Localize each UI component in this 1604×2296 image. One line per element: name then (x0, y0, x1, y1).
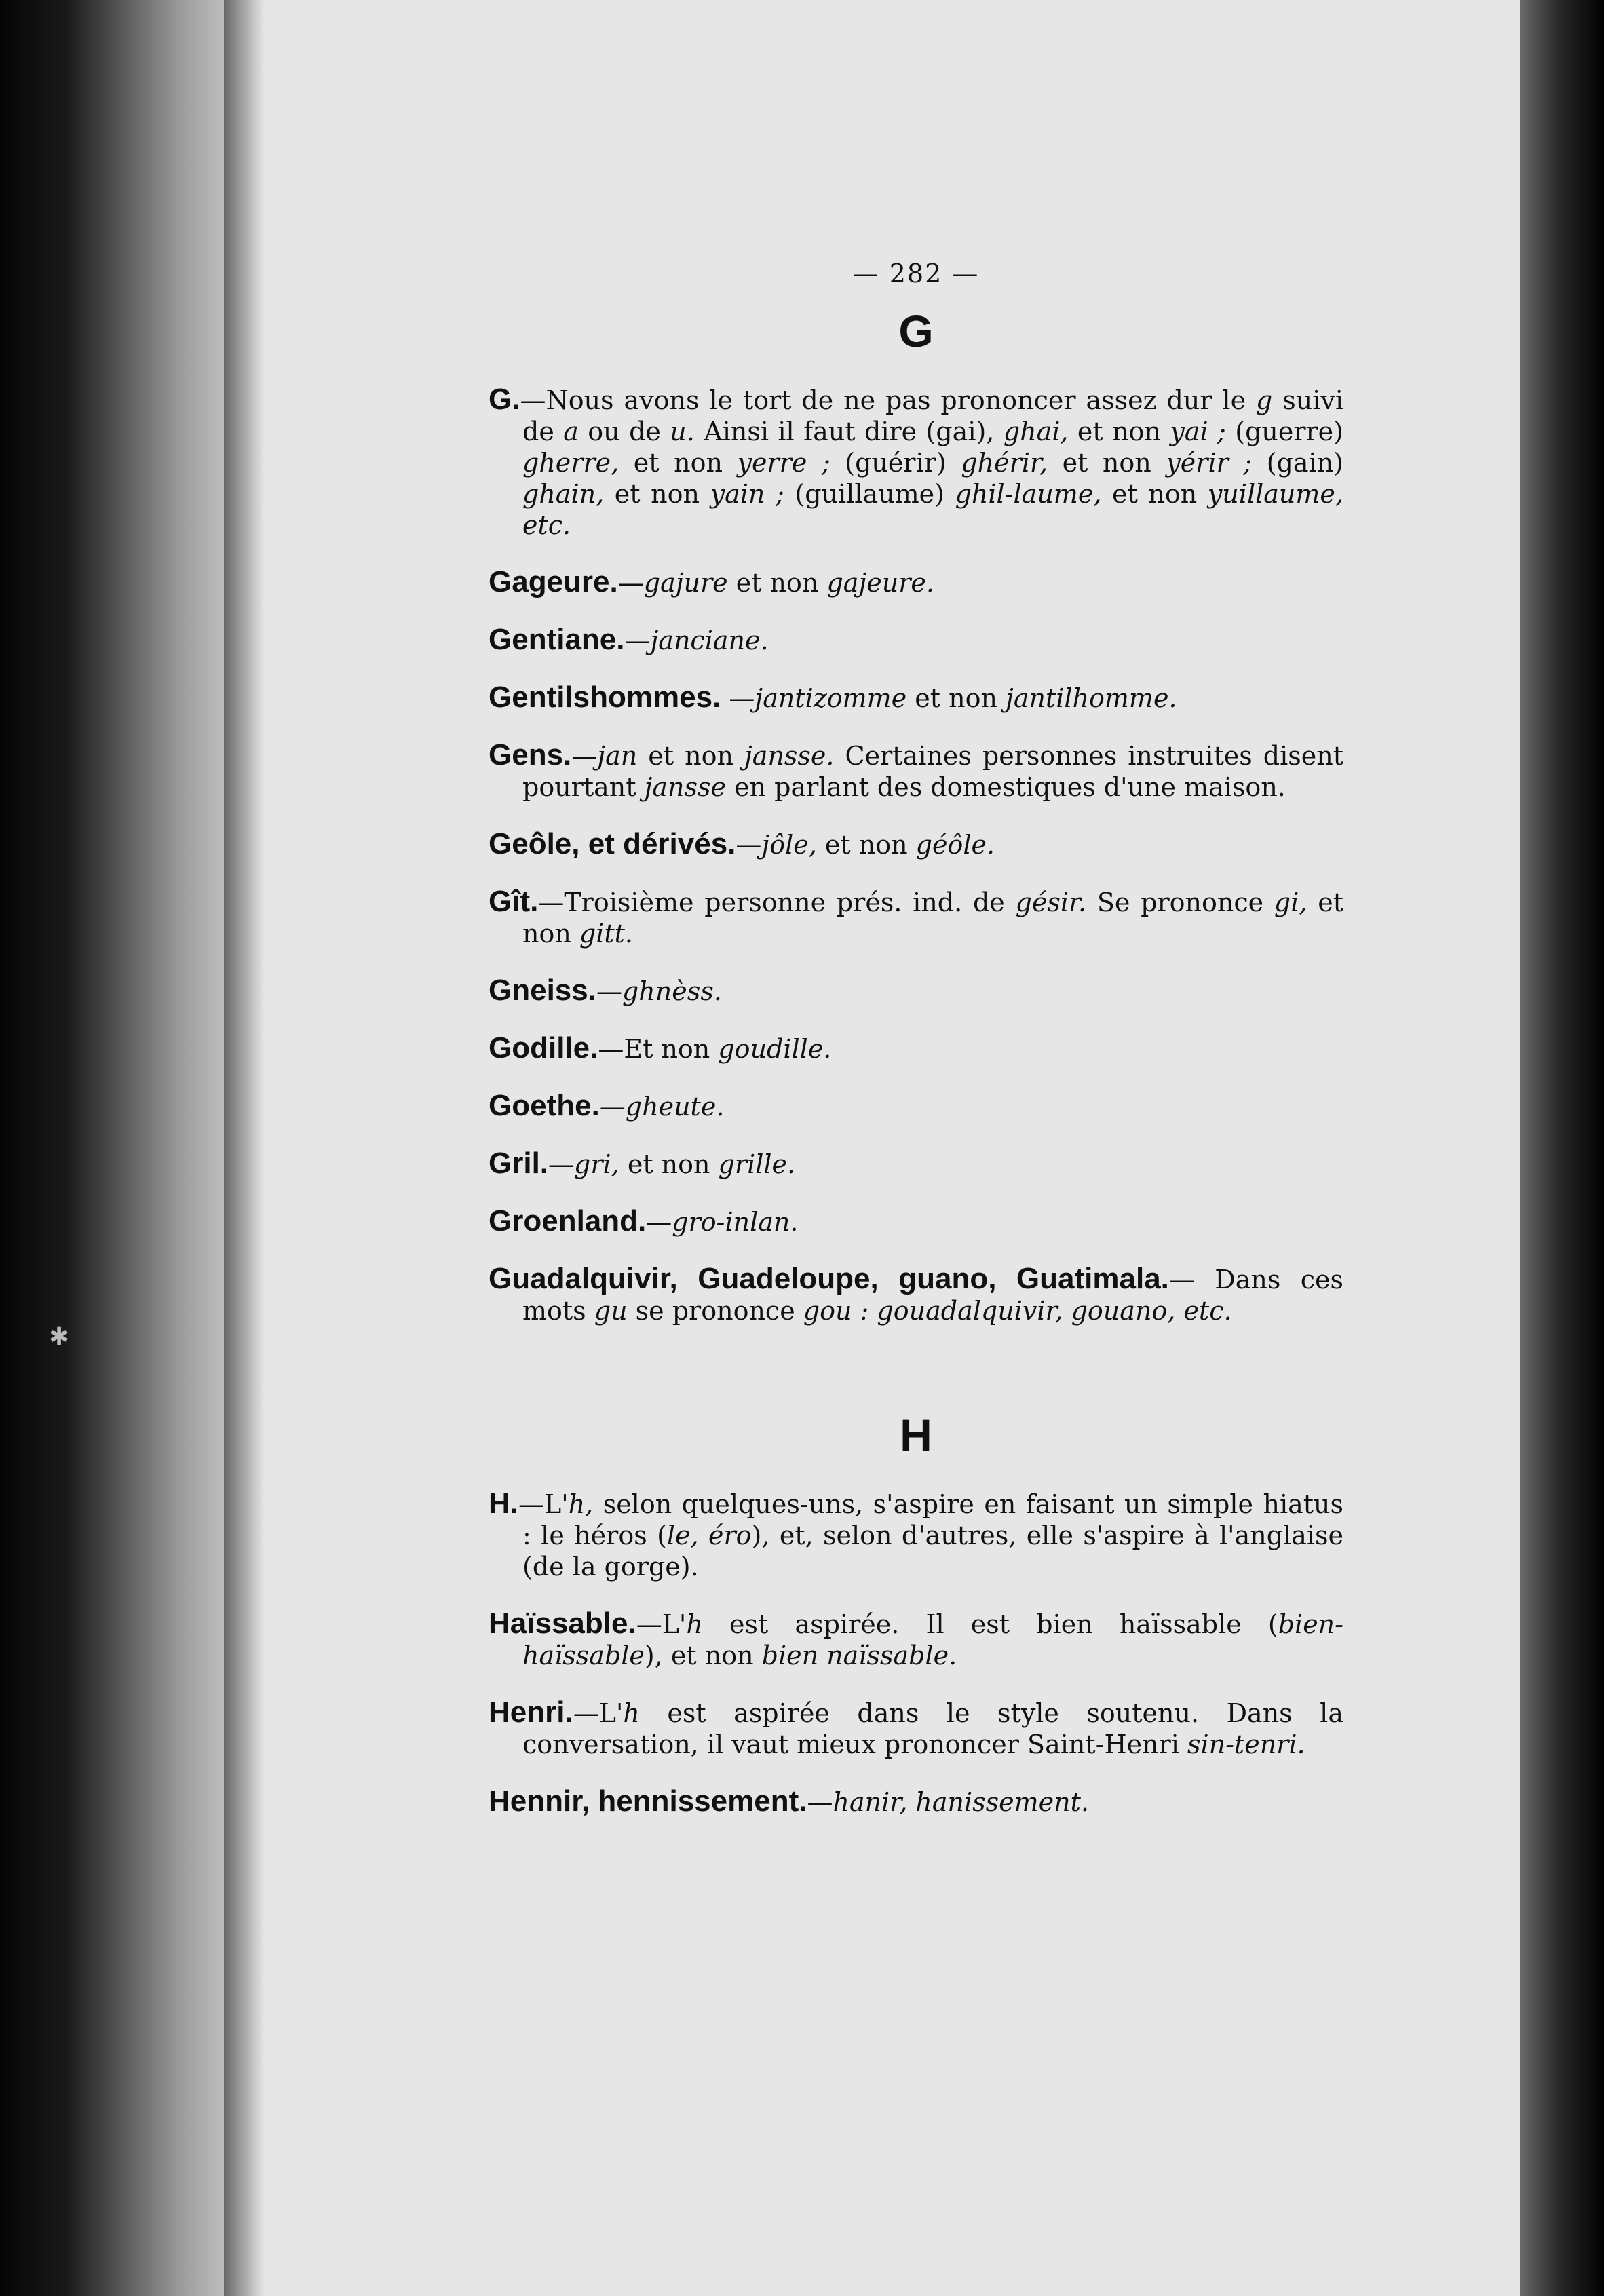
entry-pronunciation: gherre, (522, 448, 619, 478)
entry-text: se prononce (627, 1296, 803, 1326)
dictionary-entry (489, 1263, 1343, 1326)
entry-text: (guerre) (1225, 417, 1343, 446)
dictionary-entry (489, 828, 1343, 860)
entry-text: — Dans ces mots (522, 1265, 1343, 1326)
entry-text: Ainsi il faut dire (gai), (694, 417, 1004, 446)
entry-pronunciation: yuillaume, etc. (522, 479, 1343, 540)
entry-pronunciation: bien naïssable. (761, 1641, 957, 1670)
entry-pronunciation: gitt. (579, 919, 634, 949)
entry-text: — (617, 568, 644, 598)
entry-pronunciation: ghai, (1003, 417, 1069, 446)
entry-pronunciation: hanir, hanissement. (833, 1787, 1089, 1817)
entry-text: et non (619, 1149, 719, 1179)
entry-text: — (721, 683, 755, 713)
dictionary-sections (489, 304, 1343, 1818)
page-number: — 282 — (852, 259, 980, 288)
entry-pronunciation: u. (670, 417, 695, 446)
entry-headword: Geôle, et dérivés. (489, 827, 736, 860)
entry-text: et non (604, 479, 710, 509)
entry-pronunciation: gou : gouadalquivir, gouano, etc. (803, 1296, 1232, 1326)
entry-pronunciation: yerre ; (737, 448, 830, 478)
entry-text: — (548, 1149, 575, 1179)
entry-text: ou de (578, 417, 670, 446)
entry-pronunciation: jansse (644, 772, 726, 802)
entry-headword: G. (489, 383, 520, 416)
entry-pronunciation: jantilhomme. (1006, 683, 1177, 713)
dictionary-entry (489, 682, 1343, 714)
entry-pronunciation: jan (597, 741, 638, 771)
dictionary-entry (489, 975, 1343, 1007)
entry-text: (gain) (1252, 448, 1343, 478)
entry-text: —L' (573, 1698, 624, 1728)
entry-headword: Goethe. (489, 1089, 600, 1122)
entry-text: et non (1068, 417, 1170, 446)
entry-headword: Hennir, hennissement. (489, 1784, 807, 1818)
scan-artifact: ✱ (49, 1323, 70, 1351)
entry-headword: Gneiss. (489, 974, 596, 1007)
entry-headword: Gentiane. (489, 623, 625, 656)
dictionary-entry (489, 567, 1343, 598)
entry-pronunciation: gro-inlan. (672, 1207, 799, 1237)
entry-pronunciation: h, (568, 1489, 594, 1519)
entry-pronunciation: ghain, (522, 479, 605, 509)
entry-text: — (807, 1787, 833, 1817)
dictionary-entry (489, 1206, 1343, 1238)
entry-text: et non (906, 683, 1006, 713)
entry-headword: Haïssable. (489, 1607, 636, 1640)
entry-pronunciation: yérir ; (1166, 448, 1253, 478)
page-right-edge (1520, 0, 1604, 2296)
entry-pronunciation: yai ; (1170, 417, 1226, 446)
page-content (489, 258, 1343, 1838)
entry-text: selon quelques-uns, s'aspire en faisant un simple hiatus : le héros ( (522, 1489, 1343, 1550)
entry-text: et non (637, 741, 744, 771)
entry-pronunciation: gheute. (625, 1092, 725, 1122)
entry-pronunciation: h (686, 1609, 703, 1639)
page-gutter-shadow (224, 0, 265, 2296)
entry-text: —L' (518, 1489, 569, 1519)
entry-pronunciation: gu (594, 1296, 628, 1326)
entry-text: et non (1047, 448, 1166, 478)
entry-text: en parlant des domestiques d'une maison. (726, 772, 1286, 802)
entry-text: suivi de (522, 385, 1343, 446)
entry-text: —Troisième personne prés. ind. de (538, 887, 1016, 917)
dictionary-entry (489, 1697, 1343, 1760)
entry-text: —Nous avons le tort de ne pas prononcer assez dur le (520, 385, 1256, 415)
entry-pronunciation: bien-haïssable (522, 1609, 1343, 1670)
entry-pronunciation: ghnèss. (622, 976, 722, 1006)
dictionary-entry (489, 384, 1343, 541)
entry-headword: Gît. (489, 885, 539, 918)
dictionary-entry (489, 1786, 1343, 1818)
entry-pronunciation: yain ; (710, 479, 784, 509)
entry-pronunciation: janciane. (650, 626, 769, 655)
entry-headword: Henri. (489, 1696, 573, 1729)
entry-text: (guérir) (830, 448, 961, 478)
entry-pronunciation: a (563, 417, 579, 446)
entry-text: ), et non (644, 1641, 762, 1670)
entry-text: — (646, 1207, 672, 1237)
entry-headword: Gageure. (489, 565, 618, 598)
entry-pronunciation: goudille. (718, 1034, 832, 1064)
entry-pronunciation: gi, (1274, 887, 1307, 917)
dictionary-entry (489, 1148, 1343, 1180)
entry-headword: Godille. (489, 1031, 598, 1065)
entry-text: (guillaume) (784, 479, 955, 509)
dictionary-entry (489, 740, 1343, 803)
entry-text: est aspirée. Il est bien haïssable ( (702, 1609, 1278, 1639)
entry-text: Certaines personnes instruites disent pourtant (522, 741, 1343, 802)
section-letter: G (898, 306, 934, 356)
entry-pronunciation: sin-tenri. (1187, 1729, 1305, 1759)
entry-text: ), et, selon d'autres, elle s'aspire à l'anglaise (de la gorge). (522, 1520, 1343, 1582)
entry-text: — (571, 741, 598, 771)
entry-headword: Gril. (489, 1147, 549, 1180)
book-spine-edge (0, 0, 224, 2296)
entry-pronunciation: gajeure. (826, 568, 934, 598)
entry-pronunciation: gri, (574, 1149, 619, 1179)
entry-headword: H. (489, 1487, 518, 1520)
entry-text: — (736, 830, 762, 860)
entry-pronunciation: h (623, 1698, 640, 1728)
entry-pronunciation: gajure (643, 568, 728, 598)
entry-text: et non (816, 830, 916, 860)
entry-pronunciation: jôle, (761, 830, 817, 860)
entry-headword: Gens. (489, 738, 572, 771)
entry-headword: Gentilshommes. (489, 681, 721, 714)
dictionary-entry (489, 1488, 1343, 1582)
entry-text: — (624, 626, 651, 655)
entry-pronunciation: jantizomme (755, 683, 907, 713)
entry-text: —Et non (598, 1034, 719, 1064)
entry-pronunciation: gésir. (1015, 887, 1087, 917)
entry-text: — (599, 1092, 626, 1122)
entry-text: Se prononce (1086, 887, 1274, 917)
entry-pronunciation: g (1256, 385, 1273, 415)
section-letter: H (900, 1410, 932, 1460)
entry-text: — (596, 976, 622, 1006)
entry-text: et non (619, 448, 738, 478)
dictionary-entry (489, 1608, 1343, 1671)
entry-headword: Groenland. (489, 1204, 647, 1238)
dictionary-entry (489, 886, 1343, 949)
dictionary-entry (489, 624, 1343, 656)
entry-pronunciation: ghérir, (961, 448, 1048, 478)
entry-headword: Guadalquivir, Guadeloupe, guano, Guatimala. (489, 1262, 1169, 1295)
dictionary-entry (489, 1033, 1343, 1065)
entry-text: est aspirée dans le style soutenu. Dans la conversation, il vaut mieux prononcer Saint-Henri (522, 1698, 1343, 1759)
dictionary-entry (489, 1090, 1343, 1122)
entry-pronunciation: le, éro (666, 1520, 752, 1550)
entry-text: et non (727, 568, 827, 598)
entry-pronunciation: ghil-laume, (955, 479, 1102, 509)
entry-pronunciation: grille. (718, 1149, 796, 1179)
entry-text: et non (522, 887, 1343, 949)
entry-pronunciation: géôle. (915, 830, 995, 860)
entry-pronunciation: jansse. (744, 741, 835, 771)
entry-text: et non (1101, 479, 1208, 509)
entry-text: —L' (636, 1609, 687, 1639)
